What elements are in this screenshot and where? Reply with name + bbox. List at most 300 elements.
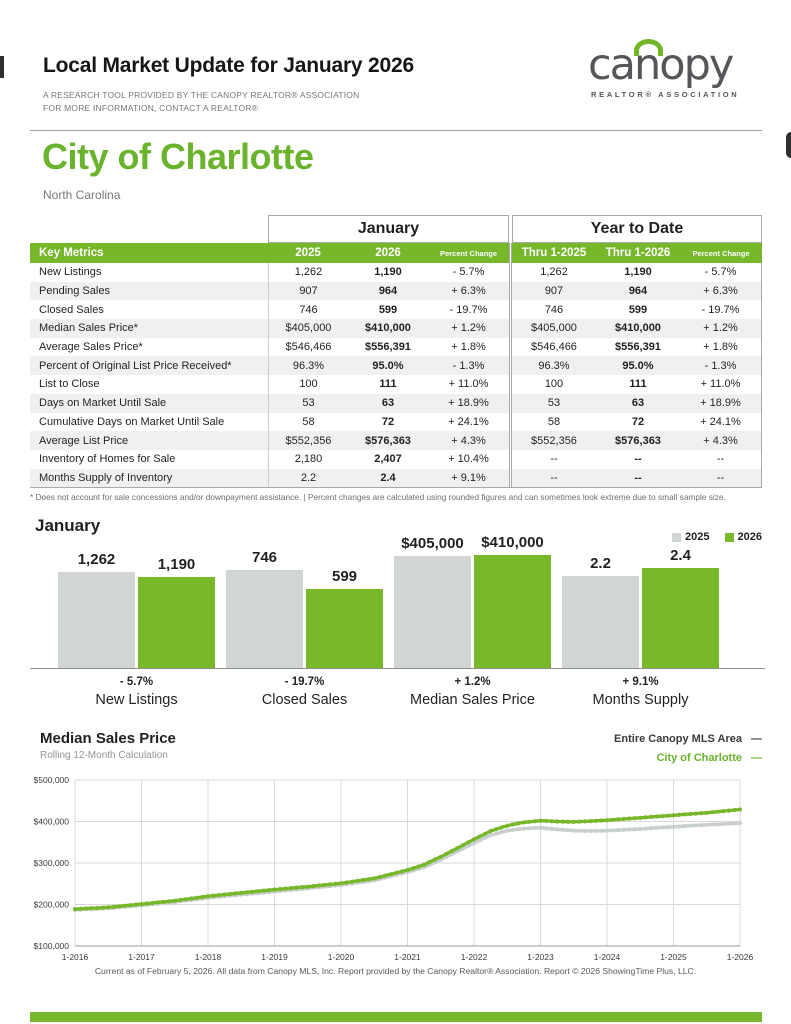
city-title: City of Charlotte <box>42 136 314 177</box>
series-marker-entire-canopy-mls-area <box>705 823 709 827</box>
series-marker-city-of-charlotte <box>699 811 703 815</box>
series-marker-city-of-charlotte <box>622 817 626 821</box>
series-marker-city-of-charlotte <box>561 820 565 824</box>
series-marker-city-of-charlotte <box>123 904 127 908</box>
metric-name-cell: Percent of Original List Price Received* <box>39 359 232 372</box>
series-marker-city-of-charlotte <box>633 816 637 820</box>
x-axis-tick-label: 1-2025 <box>660 952 687 962</box>
series-marker-city-of-charlotte <box>328 882 332 886</box>
series-marker-city-of-charlotte <box>444 852 448 856</box>
jan-percent-change-cell: + 9.1% <box>451 471 486 484</box>
series-marker-city-of-charlotte <box>134 903 138 907</box>
x-axis-tick-label: 1-2022 <box>460 952 488 962</box>
legend-item-2026 <box>725 531 762 543</box>
series-marker-city-of-charlotte <box>500 825 504 829</box>
ytd-2026-cell: -- <box>634 471 642 484</box>
series-marker-city-of-charlotte <box>261 889 265 893</box>
series-marker-city-of-charlotte <box>178 898 182 902</box>
table-footnote: * Does not account for sale concessions and/or downpayment assistance. | Percent changes are calculated using rounded figures and can sometimes look extreme due to small sample size. <box>30 492 726 503</box>
series-marker-entire-canopy-mls-area <box>522 827 526 831</box>
series-marker-city-of-charlotte <box>417 864 421 868</box>
series-marker-city-of-charlotte <box>372 876 376 880</box>
series-marker-city-of-charlotte <box>206 894 210 898</box>
series-marker-city-of-charlotte <box>223 892 227 896</box>
series-marker-entire-canopy-mls-area <box>638 827 642 831</box>
series-marker-city-of-charlotte <box>344 880 348 884</box>
metric-name-cell: List to Close <box>39 378 100 391</box>
table-row <box>30 263 762 282</box>
series-marker-city-of-charlotte <box>162 900 166 904</box>
table-row <box>30 300 762 319</box>
series-marker-city-of-charlotte <box>583 819 587 823</box>
series-marker-city-of-charlotte <box>527 820 531 824</box>
state-label: North Carolina <box>43 188 121 202</box>
series-marker-entire-canopy-mls-area <box>555 827 559 831</box>
ytd-percent-change-cell: - 1.3% <box>680 356 762 375</box>
ytd-2025-cell: 53 <box>547 397 561 410</box>
bar-chart-baseline <box>30 668 765 669</box>
bar-2025-new-listings <box>58 572 135 668</box>
series-marker-entire-canopy-mls-area <box>694 823 698 827</box>
jan-percent-change-cell: + 1.8% <box>451 341 486 354</box>
ytd-percent-change-cell: - 19.7% <box>680 300 762 319</box>
ytd-2025-cell: 100 <box>544 378 564 391</box>
y-axis-tick-label: $200,000 <box>33 899 69 910</box>
jan-2026-cell: 63 <box>381 397 395 410</box>
series-marker-city-of-charlotte <box>272 888 276 892</box>
series-marker-city-of-charlotte <box>256 889 260 893</box>
column-header-2025: 2025 <box>295 247 321 259</box>
series-marker-city-of-charlotte <box>128 903 132 907</box>
series-marker-city-of-charlotte <box>156 900 160 904</box>
ytd-2026-cell: 95.0% <box>622 359 654 372</box>
bar-group-label-months-supply: Months Supply <box>592 692 689 708</box>
canopy-logo <box>588 42 772 114</box>
ytd-2026-cell: $576,363 <box>615 434 661 447</box>
legend-dash-city-of-charlotte: — <box>751 752 762 764</box>
ytd-percent-change-cell: + 1.2% <box>680 319 762 338</box>
series-marker-entire-canopy-mls-area <box>610 828 614 832</box>
jan-percent-change-cell: + 11.0% <box>448 378 489 391</box>
print-artifact-right <box>786 132 791 158</box>
series-marker-city-of-charlotte <box>477 835 481 839</box>
table-row <box>30 450 762 469</box>
column-header-percent-change-ytd: Percent Change <box>692 248 750 258</box>
series-marker-city-of-charlotte <box>677 813 681 817</box>
series-marker-city-of-charlotte <box>333 882 337 886</box>
series-marker-entire-canopy-mls-area <box>671 825 675 829</box>
jan-percent-change-cell: + 6.3% <box>451 285 486 298</box>
line-chart <box>0 724 791 970</box>
jan-2025-cell: $552,356 <box>268 431 348 450</box>
canopy-logo-tagline: REALTOR® ASSOCIATION <box>591 90 740 99</box>
metric-name-cell: New Listings <box>39 266 102 279</box>
ytd-2025-cell: 746 <box>544 303 564 316</box>
line-chart-title: Median Sales Price <box>40 730 176 747</box>
metric-name-cell: Pending Sales <box>39 285 110 298</box>
series-marker-city-of-charlotte <box>367 877 371 881</box>
series-marker-entire-canopy-mls-area <box>599 829 603 833</box>
series-marker-entire-canopy-mls-area <box>616 828 620 832</box>
ytd-2026-cell: 599 <box>628 303 648 316</box>
jan-2025-cell: 746 <box>268 300 348 319</box>
bar-2026-median-sales-price <box>474 555 551 668</box>
jan-2026-cell: $576,363 <box>365 434 411 447</box>
x-axis-tick-label: 1-2017 <box>128 952 155 962</box>
jan-percent-change-cell: + 18.9% <box>448 397 489 410</box>
jan-2026-cell: 599 <box>378 303 398 316</box>
jan-2025-cell: $405,000 <box>268 319 348 338</box>
x-axis-tick-label: 1-2024 <box>593 952 621 962</box>
table-section-ytd: Year to Date <box>512 215 762 243</box>
series-marker-city-of-charlotte <box>405 868 409 872</box>
footer-accent-bar <box>30 1012 762 1022</box>
series-marker-entire-canopy-mls-area <box>649 826 653 830</box>
series-marker-city-of-charlotte <box>317 883 321 887</box>
ytd-percent-change-cell: -- <box>680 450 762 469</box>
jan-2026-cell: 964 <box>378 285 398 298</box>
series-marker-city-of-charlotte <box>356 879 360 883</box>
series-marker-city-of-charlotte <box>483 832 487 836</box>
jan-2025-cell: 100 <box>268 375 348 394</box>
x-axis-tick-label: 1-2020 <box>327 952 355 962</box>
ytd-percent-change-cell: + 6.3% <box>680 282 762 301</box>
line-chart-subtitle: Rolling 12-Month Calculation <box>40 750 168 761</box>
bar-value-2025-months-supply: 2.2 <box>590 555 611 572</box>
jan-2025-cell: 2,180 <box>268 450 348 469</box>
series-marker-entire-canopy-mls-area <box>732 821 736 825</box>
series-marker-city-of-charlotte <box>411 866 415 870</box>
series-marker-entire-canopy-mls-area <box>583 829 587 833</box>
legend-label-canopy-mls: Entire Canopy MLS Area <box>614 733 742 745</box>
series-marker-city-of-charlotte <box>267 888 271 892</box>
series-marker-city-of-charlotte <box>605 818 609 822</box>
x-axis-tick-label: 1-2026 <box>726 952 754 962</box>
column-header-thru-2025: Thru 1-2025 <box>521 247 587 259</box>
series-marker-entire-canopy-mls-area <box>538 826 542 830</box>
series-marker-entire-canopy-mls-area <box>683 824 687 828</box>
series-marker-city-of-charlotte <box>655 814 659 818</box>
jan-2026-cell: 111 <box>379 378 397 391</box>
table-section-header-row <box>30 215 762 243</box>
jan-2025-cell: 53 <box>268 394 348 413</box>
legend-item-city-of-charlotte <box>614 752 762 764</box>
series-marker-city-of-charlotte <box>638 816 642 820</box>
logo-text-post: opy <box>659 40 733 90</box>
column-header-percent-change-january: Percent Change <box>439 248 498 258</box>
logo-text-pre: ca <box>588 40 634 90</box>
jan-2026-cell: 72 <box>381 415 395 428</box>
series-marker-city-of-charlotte <box>234 891 238 895</box>
bar-percent-change-new-listings: - 5.7% <box>119 676 154 688</box>
ytd-2025-cell: $552,356 <box>531 434 577 447</box>
ytd-percent-change-cell: + 1.8% <box>680 338 762 357</box>
column-header-2026: 2026 <box>375 247 401 259</box>
jan-percent-change-cell: + 1.2% <box>451 322 486 335</box>
series-marker-city-of-charlotte <box>577 820 581 824</box>
series-marker-city-of-charlotte <box>505 824 509 828</box>
series-marker-city-of-charlotte <box>599 818 603 822</box>
series-marker-city-of-charlotte <box>439 855 443 859</box>
ytd-2026-cell: 63 <box>631 397 645 410</box>
series-marker-entire-canopy-mls-area <box>561 828 565 832</box>
series-marker-city-of-charlotte <box>660 814 664 818</box>
metric-name-cell: Average Sales Price* <box>39 341 143 354</box>
x-axis-tick-label: 1-2018 <box>194 952 222 962</box>
x-axis-tick-label: 1-2016 <box>61 952 89 962</box>
series-marker-city-of-charlotte <box>295 886 299 890</box>
series-marker-city-of-charlotte <box>566 820 570 824</box>
series-marker-city-of-charlotte <box>716 810 720 814</box>
bar-2025-median-sales-price <box>394 556 471 668</box>
series-marker-city-of-charlotte <box>683 812 687 816</box>
report-footer: Current as of February 5, 2026. All data from Canopy MLS, Inc. Report provided by the Canopy Realtor® Association. Report © 2026 ShowingTime Plus, LLC. <box>94 966 697 976</box>
ytd-2026-cell: $556,391 <box>615 341 661 354</box>
bar-value-2026-months-supply: 2.4 <box>670 547 691 564</box>
series-marker-city-of-charlotte <box>705 811 709 815</box>
series-marker-city-of-charlotte <box>189 896 193 900</box>
jan-2026-cell: $556,391 <box>365 341 411 354</box>
metric-name-cell: Median Sales Price* <box>39 322 139 335</box>
series-marker-city-of-charlotte <box>610 818 614 822</box>
jan-2026-cell: 2,407 <box>374 453 402 466</box>
series-marker-city-of-charlotte <box>627 817 631 821</box>
jan-2026-cell: 2.4 <box>380 471 396 484</box>
table-row <box>30 413 762 432</box>
series-marker-city-of-charlotte <box>211 894 215 898</box>
series-marker-city-of-charlotte <box>649 815 653 819</box>
series-marker-entire-canopy-mls-area <box>500 830 504 834</box>
series-marker-entire-canopy-mls-area <box>605 829 609 833</box>
series-marker-city-of-charlotte <box>389 872 393 876</box>
series-marker-city-of-charlotte <box>721 809 725 813</box>
series-marker-entire-canopy-mls-area <box>666 825 670 829</box>
series-marker-entire-canopy-mls-area <box>633 827 637 831</box>
series-marker-city-of-charlotte <box>511 822 515 826</box>
jan-2025-cell: $546,466 <box>268 338 348 357</box>
series-marker-entire-canopy-mls-area <box>594 829 598 833</box>
ytd-percent-change-cell: + 18.9% <box>680 394 762 413</box>
bar-chart <box>0 509 791 721</box>
series-marker-entire-canopy-mls-area <box>721 822 725 826</box>
series-marker-city-of-charlotte <box>378 875 382 879</box>
report-header <box>43 54 563 114</box>
bar-2025-months-supply <box>562 576 639 668</box>
series-marker-entire-canopy-mls-area <box>716 822 720 826</box>
series-marker-entire-canopy-mls-area <box>533 826 537 830</box>
series-marker-city-of-charlotte <box>84 906 88 910</box>
series-marker-entire-canopy-mls-area <box>527 826 531 830</box>
series-marker-city-of-charlotte <box>688 812 692 816</box>
ytd-2026-cell: 72 <box>631 415 645 428</box>
bar-chart-title: January <box>35 516 101 535</box>
series-marker-city-of-charlotte <box>544 819 548 823</box>
series-marker-city-of-charlotte <box>400 869 404 873</box>
series-marker-entire-canopy-mls-area <box>699 823 703 827</box>
series-marker-city-of-charlotte <box>322 883 326 887</box>
table-section-january: January <box>268 215 509 243</box>
x-axis-tick-label: 1-2023 <box>527 952 554 962</box>
key-metrics-table <box>30 215 762 502</box>
series-marker-entire-canopy-mls-area <box>677 824 681 828</box>
series-marker-entire-canopy-mls-area <box>550 827 554 831</box>
ytd-2025-cell: 96.3% <box>538 359 570 372</box>
ytd-2025-cell: 1,262 <box>540 266 568 279</box>
series-marker-city-of-charlotte <box>278 887 282 891</box>
series-marker-city-of-charlotte <box>555 819 559 823</box>
series-marker-city-of-charlotte <box>239 891 243 895</box>
bar-value-2025-closed-sales: 746 <box>251 549 278 566</box>
logo-text-n: n <box>634 40 660 90</box>
series-marker-city-of-charlotte <box>383 874 387 878</box>
ytd-2026-cell: 111 <box>629 378 647 391</box>
bar-2026-months-supply <box>642 568 719 668</box>
ytd-2026-cell: -- <box>634 453 642 466</box>
table-row <box>30 356 762 375</box>
series-marker-city-of-charlotte <box>489 829 493 833</box>
ytd-percent-change-cell: + 11.0% <box>680 375 762 394</box>
column-header-thru-2026: Thru 1-2026 <box>605 247 671 259</box>
series-marker-entire-canopy-mls-area <box>544 826 548 830</box>
series-marker-city-of-charlotte <box>284 887 288 891</box>
series-marker-entire-canopy-mls-area <box>644 827 648 831</box>
bar-value-2026-median-sales-price: $410,000 <box>481 534 544 551</box>
legend-item-canopy-mls <box>614 733 762 745</box>
series-marker-city-of-charlotte <box>710 810 714 814</box>
series-marker-city-of-charlotte <box>494 827 498 831</box>
jan-percent-change-cell: - 1.3% <box>452 359 485 372</box>
series-marker-city-of-charlotte <box>616 817 620 821</box>
series-marker-city-of-charlotte <box>522 820 526 824</box>
series-marker-city-of-charlotte <box>594 819 598 823</box>
logo-house-arc-icon <box>634 42 659 88</box>
series-marker-city-of-charlotte <box>455 846 459 850</box>
ytd-2026-cell: $410,000 <box>615 322 661 335</box>
table-row <box>30 375 762 394</box>
line-chart-legend <box>614 733 762 771</box>
jan-percent-change-cell: - 19.7% <box>449 303 488 316</box>
series-marker-city-of-charlotte <box>694 812 698 816</box>
series-marker-entire-canopy-mls-area <box>622 828 626 832</box>
series-marker-city-of-charlotte <box>200 895 204 899</box>
bar-value-2025-median-sales-price: $405,000 <box>401 535 464 552</box>
series-marker-city-of-charlotte <box>428 860 432 864</box>
metric-name-cell: Months Supply of Inventory <box>39 471 173 484</box>
series-marker-entire-canopy-mls-area <box>566 828 570 832</box>
series-marker-city-of-charlotte <box>550 819 554 823</box>
series-marker-city-of-charlotte <box>433 857 437 861</box>
series-marker-city-of-charlotte <box>112 905 116 909</box>
legend-item-2025 <box>672 531 709 543</box>
series-marker-city-of-charlotte <box>732 808 736 812</box>
line-chart-plot <box>0 770 791 970</box>
series-marker-entire-canopy-mls-area <box>505 829 509 833</box>
series-marker-entire-canopy-mls-area <box>655 826 659 830</box>
jan-percent-change-cell: + 4.3% <box>451 434 486 447</box>
series-marker-city-of-charlotte <box>245 890 249 894</box>
series-marker-city-of-charlotte <box>311 884 315 888</box>
series-marker-city-of-charlotte <box>738 807 742 811</box>
table-row <box>30 394 762 413</box>
series-marker-city-of-charlotte <box>90 906 94 910</box>
series-marker-city-of-charlotte <box>516 821 520 825</box>
x-axis-tick-label: 1-2019 <box>261 952 288 962</box>
table-row <box>30 319 762 338</box>
jan-2026-cell: 95.0% <box>372 359 404 372</box>
x-axis-tick-label: 1-2021 <box>394 952 421 962</box>
series-marker-city-of-charlotte <box>139 902 143 906</box>
header-divider <box>30 130 762 131</box>
ytd-2026-cell: 964 <box>628 285 648 298</box>
series-marker-city-of-charlotte <box>727 809 731 813</box>
series-marker-city-of-charlotte <box>361 878 365 882</box>
series-marker-city-of-charlotte <box>350 880 354 884</box>
series-marker-city-of-charlotte <box>306 885 310 889</box>
series-marker-city-of-charlotte <box>167 899 171 903</box>
jan-2026-cell: $410,000 <box>365 322 411 335</box>
series-marker-city-of-charlotte <box>184 897 188 901</box>
legend-swatch-2025 <box>672 533 681 542</box>
y-axis-tick-label: $400,000 <box>33 816 69 827</box>
legend-swatch-2026 <box>725 533 734 542</box>
series-marker-city-of-charlotte <box>289 886 293 890</box>
series-marker-city-of-charlotte <box>671 813 675 817</box>
jan-2025-cell: 96.3% <box>268 356 348 375</box>
bar-value-2025-new-listings: 1,262 <box>77 551 116 568</box>
y-axis-tick-label: $500,000 <box>33 775 69 785</box>
series-marker-entire-canopy-mls-area <box>727 822 731 826</box>
column-header-key-metrics: Key Metrics <box>39 247 104 259</box>
table-row <box>30 469 762 488</box>
table-rows <box>30 263 762 488</box>
page-title: Local Market Update for January 2026 <box>43 54 414 77</box>
jan-percent-change-cell: - 5.7% <box>452 266 485 279</box>
series-marker-entire-canopy-mls-area <box>688 824 692 828</box>
series-marker-entire-canopy-mls-area <box>489 833 493 837</box>
bar-percent-change-months-supply: + 9.1% <box>622 676 659 688</box>
ytd-2025-cell: -- <box>550 453 558 466</box>
series-marker-city-of-charlotte <box>644 815 648 819</box>
ytd-2026-cell: 1,190 <box>624 266 652 279</box>
series-marker-city-of-charlotte <box>117 904 121 908</box>
ytd-2025-cell: 907 <box>544 285 564 298</box>
legend-label-city-of-charlotte: City of Charlotte <box>656 752 742 764</box>
metric-name-cell: Inventory of Homes for Sale <box>39 453 176 466</box>
bar-group-label-closed-sales: Closed Sales <box>261 692 348 708</box>
table-column-header-row <box>30 243 762 263</box>
bar-percent-change-closed-sales: - 19.7% <box>284 676 325 688</box>
jan-2025-cell: 58 <box>268 413 348 432</box>
series-marker-city-of-charlotte <box>533 819 537 823</box>
series-marker-entire-canopy-mls-area <box>577 829 581 833</box>
series-marker-city-of-charlotte <box>151 901 155 905</box>
series-marker-city-of-charlotte <box>461 843 465 847</box>
jan-2026-cell: 1,190 <box>374 266 402 279</box>
bar-value-2026-new-listings: 1,190 <box>157 556 196 573</box>
bar-group-label-new-listings: New Listings <box>95 692 178 708</box>
ytd-2025-cell: $405,000 <box>531 322 577 335</box>
series-marker-city-of-charlotte <box>538 819 542 823</box>
series-marker-city-of-charlotte <box>195 896 199 900</box>
table-row <box>30 282 762 301</box>
jan-percent-change-cell: + 24.1% <box>448 415 489 428</box>
ytd-percent-change-cell: + 24.1% <box>680 413 762 432</box>
series-marker-city-of-charlotte <box>101 906 105 910</box>
bar-2026-closed-sales <box>306 589 383 668</box>
jan-2025-cell: 1,262 <box>268 263 348 282</box>
jan-2025-cell: 2.2 <box>268 469 348 488</box>
series-marker-city-of-charlotte <box>394 871 398 875</box>
